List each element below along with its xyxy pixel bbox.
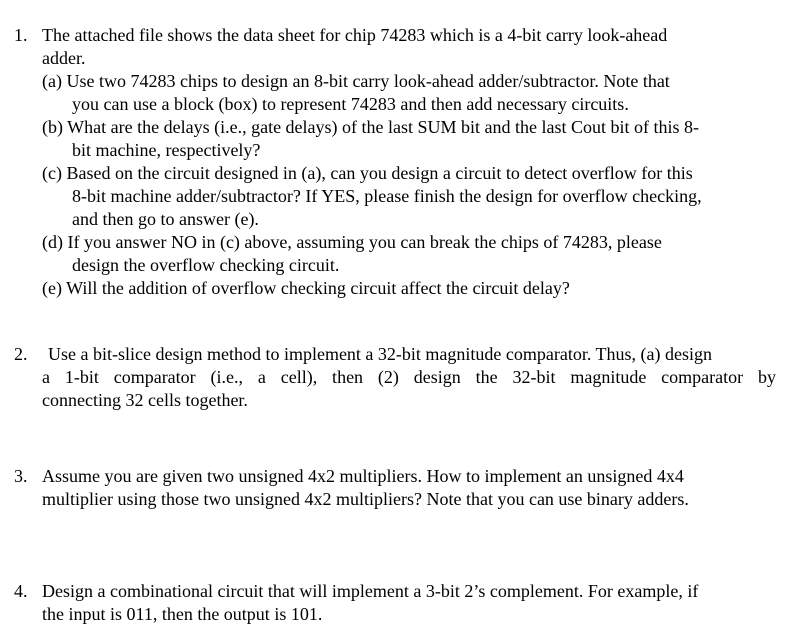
question-text-line: Assume you are given two unsigned 4x2 multipliers. How to implement an unsigned 4x4 [42, 466, 684, 486]
part-text-line: and then go to answer (e). [72, 209, 259, 229]
part-text-line: you can use a block (box) to represent 74283 and then add necessary circuits. [72, 94, 629, 114]
question-number: 1. [14, 25, 28, 45]
part-text-line: (d) If you answer NO in (c) above, assuming you can break the chips of 74283, please [42, 232, 662, 252]
question-text-line: Use a bit-slice design method to implement a 32-bit magnitude comparator. Thus, (a) design [48, 344, 713, 364]
part-text-line: 8-bit machine adder/subtractor? If YES, please finish the design for overflow checking, [72, 186, 702, 206]
question-text-line: The attached file shows the data sheet for chip 74283 which is a 4-bit carry look-ahead [42, 25, 668, 45]
part-text-line: bit machine, respectively? [72, 140, 261, 160]
part-text-line: (a) Use two 74283 chips to design an 8-bit carry look-ahead adder/subtractor. Note that [42, 71, 670, 91]
part-text-line: (e) Will the addition of overflow checking circuit affect the circuit delay? [42, 278, 570, 298]
part-text-line: (b) What are the delays (i.e., gate delays) of the last SUM bit and the last Cout bit of this 8- [42, 117, 700, 137]
part-text-line: design the overflow checking circuit. [72, 255, 340, 275]
question-text-line: connecting 32 cells together. [42, 390, 248, 410]
question-text-line: multiplier using those two unsigned 4x2 multipliers? Note that you can use binary adders. [42, 489, 689, 509]
question-text-line: Design a combinational circuit that will implement a 3-bit 2’s complement. For example, if [42, 581, 699, 601]
question-text-line: the input is 011, then the output is 101. [42, 604, 323, 624]
question-text-line: a 1-bit comparator (i.e., a cell), then (2) design the 32-bit magnitude comparator by [42, 367, 776, 387]
question-text-line: adder. [42, 48, 86, 68]
question-number: 3. [14, 466, 28, 486]
part-text-line: (c) Based on the circuit designed in (a), can you design a circuit to detect overflow for this [42, 163, 693, 183]
question-number: 2. [14, 344, 28, 364]
question-number: 4. [14, 581, 28, 601]
